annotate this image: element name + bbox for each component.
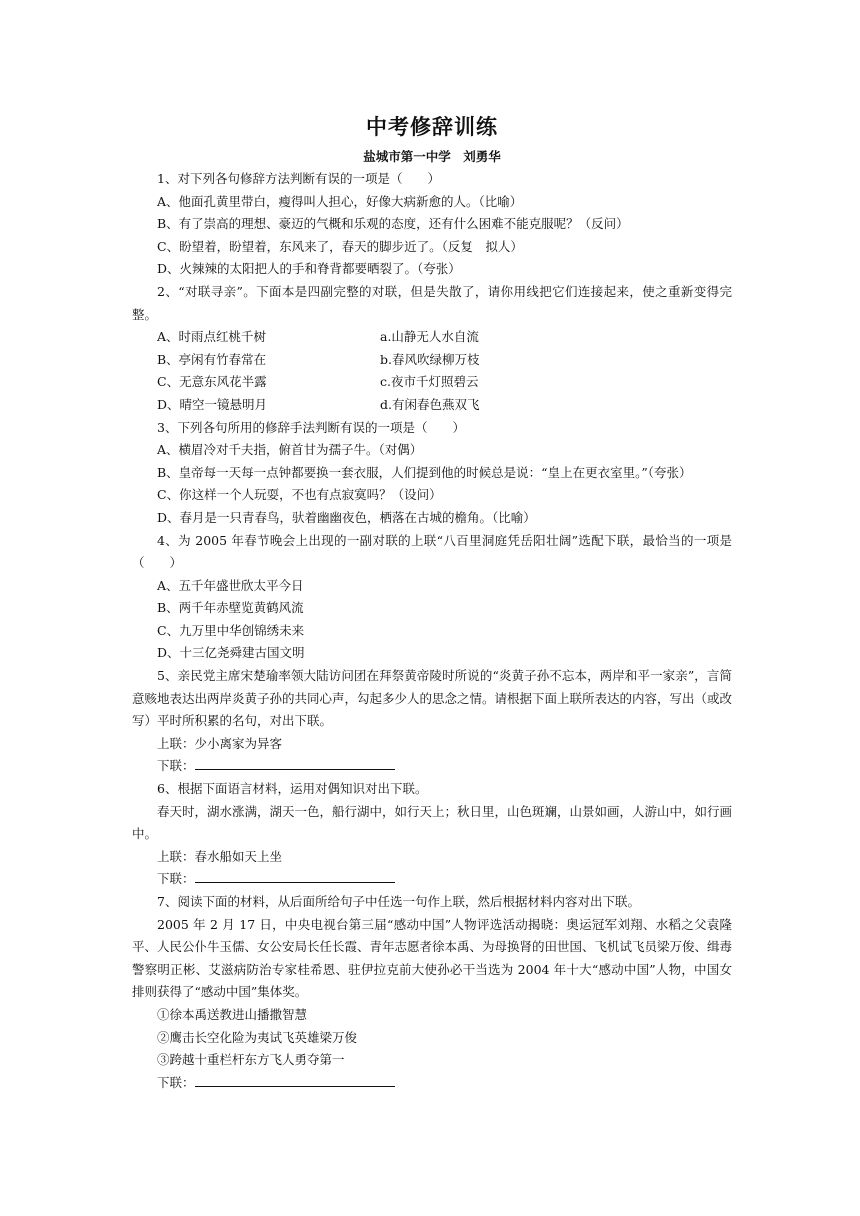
q4-option-b: B、两千年赤壁览黄鹤风流 bbox=[157, 600, 304, 616]
q2-pair-row bbox=[132, 371, 732, 394]
document-page bbox=[132, 112, 732, 1094]
q6-lower-couplet bbox=[132, 868, 732, 891]
q5-lower-couplet bbox=[132, 755, 732, 778]
q7-option-3: ③跨越十重栏杆东方飞人勇夺第一 bbox=[157, 1052, 345, 1068]
q6-lower-label: 下联： bbox=[157, 871, 195, 887]
q1-option-d: D、火辣辣的太阳把人的手和脊背都要晒裂了。（夸张） bbox=[157, 261, 461, 277]
q1-option-c: C、盼望着，盼望着，东风来了，春天的脚步近了。（反复 拟人） bbox=[157, 238, 523, 254]
q6-answer-blank[interactable] bbox=[195, 868, 395, 883]
q7-option-1: ①徐本禹送教进山播撒智慧 bbox=[157, 1006, 308, 1022]
q2-right-item: a.山静无人水自流 bbox=[380, 329, 479, 345]
q3-stem: 3、下列各句所用的修辞手法判断有误的一项是（ ） bbox=[157, 419, 465, 435]
q2-left-item: A、时雨点红桃千树 bbox=[157, 329, 267, 345]
q5-lower-label: 下联： bbox=[157, 758, 195, 774]
q2-pair-row bbox=[132, 394, 732, 417]
q2-pair-row bbox=[132, 326, 732, 349]
q5-stem: 5、亲民党主席宋楚瑜率领大陆访问团在拜祭黄帝陵时所说的“炎黄子孙不忘本，两岸和平一家亲”，言简意赅地表达出两岸炎黄子孙的共同心声，勾起多少人的思念之情。请根据下面上联所表达的内容，写出（或改写）平时所积累的名句，对出下联。 bbox=[132, 668, 733, 729]
q2-left-item: D、晴空一镜悬明月 bbox=[157, 396, 268, 412]
q2-stem: 2、“对联寻亲”。下面本是四副完整的对联，但是失散了，请你用线把它们连接起来，使之重新变得完整。 bbox=[132, 283, 732, 322]
q2-right-item: c.夜市千灯照碧云 bbox=[380, 374, 479, 390]
q7-option-2: ②鹰击长空化险为夷试飞英雄梁万俊 bbox=[157, 1029, 358, 1045]
q2-pair-row bbox=[132, 349, 732, 372]
q1-option-b: B、有了崇高的理想、豪迈的气概和乐观的态度，还有什么困难不能克服呢？（反问） bbox=[157, 216, 629, 232]
q1-option-a: A、他面孔黄里带白，瘦得叫人担心，好像大病新愈的人。（比喻） bbox=[157, 193, 523, 209]
q6-material: 春天时，湖水涨满，湖天一色，船行湖中，如行天上；秋日里，山色斑斓，山景如画，人游山中，如行画中。 bbox=[132, 803, 733, 842]
q4-option-a: A、五千年盛世欣太平今日 bbox=[157, 577, 304, 593]
q3-option-a: A、横眉冷对千夫指，俯首甘为孺子牛。（对偶） bbox=[157, 442, 423, 458]
q2-left-item: C、无意东风花半露 bbox=[157, 374, 267, 390]
q5-answer-blank[interactable] bbox=[195, 755, 395, 770]
q2-left-item: B、亭闲有竹春常在 bbox=[157, 351, 267, 367]
q6-upper-couplet: 上联：春水船如天上坐 bbox=[157, 848, 283, 864]
q7-stem: 7、阅读下面的材料，从后面所给句子中任选一句作上联，然后根据材料内容对出下联。 bbox=[157, 894, 640, 909]
q3-option-c: C、你这样一个人玩耍，不也有点寂寞吗？（设问） bbox=[157, 487, 442, 503]
q7-material: 2005 年 2 月 17 日，中央电视台第三届“感动中国”人物评选活动揭晓：奥运冠军刘翔、水稻之父袁隆平、人民公仆牛玉儒、女公安局长任长霞、青年志愿者徐本禹、为母换肾的田世国、飞机试飞员梁万俊、缉毒警察明正彬、艾滋病防治专家桂希恩、驻伊拉克前大使孙必干当选为 2004 年十大“感动中国”人物，中国女排则获得了“感动中国”集体奖。 bbox=[132, 916, 733, 1000]
q7-lower-couplet bbox=[132, 1072, 732, 1095]
q3-option-b: B、皇帝每一天每一点钟都要换一套衣服，人们提到他的时候总是说：“皇上在更衣室里。”（夸张） bbox=[157, 464, 692, 480]
document-title: 中考修辞训练 bbox=[366, 115, 498, 139]
q7-lower-label: 下联： bbox=[157, 1074, 195, 1090]
q4-option-d: D、十三亿尧舜建古国文明 bbox=[157, 645, 305, 661]
q2-right-item: b.春风吹绿柳万枝 bbox=[380, 351, 480, 367]
q5-upper-couplet: 上联：少小离家为异客 bbox=[157, 735, 283, 751]
q7-answer-blank[interactable] bbox=[195, 1072, 395, 1087]
q4-stem: 4、为 2005 年春节晚会上出现的一副对联的上联“八百里洞庭凭岳阳壮阔”选配下联，最恰当的一项是（ ） bbox=[132, 532, 732, 571]
q4-option-c: C、九万里中华创锦绣未来 bbox=[157, 622, 305, 638]
q6-stem: 6、根据下面语言材料，运用对偶知识对出下联。 bbox=[157, 781, 428, 797]
q1-stem: 1、对下列各句修辞方法判断有误的一项是（ ） bbox=[157, 171, 440, 186]
q3-option-d: D、春月是一只青春鸟，驮着幽幽夜色，栖落在古城的檐角。（比喻） bbox=[157, 509, 536, 525]
document-author: 盐城市第一中学 刘勇华 bbox=[363, 149, 501, 164]
q2-right-item: d.有闲春色燕双飞 bbox=[380, 396, 480, 412]
